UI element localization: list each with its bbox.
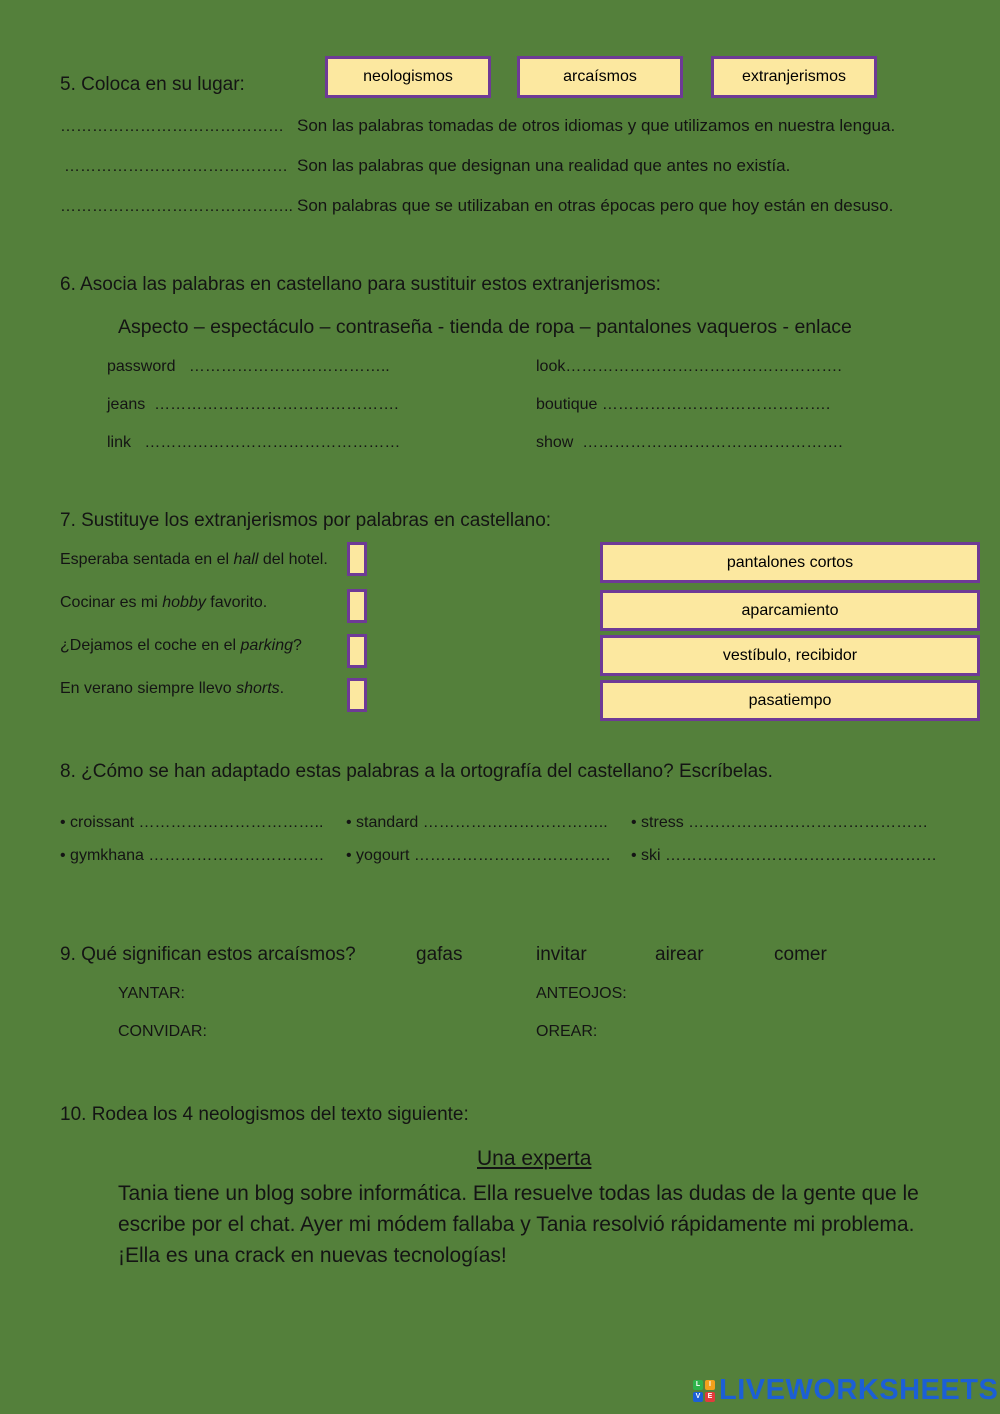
s10-text-body	[118, 1178, 958, 1271]
s9-label-anteojos: ANTEOJOS:	[536, 985, 627, 1002]
s6-label-jeans: jeans	[107, 396, 146, 413]
logo-letter-v: V	[693, 1392, 703, 1402]
s8-item-gymkhana[interactable]: • gymkhana ……………………………	[60, 847, 325, 864]
s8-item-yogourt[interactable]: • yogourt ……………………………….	[346, 847, 611, 864]
s6-item-show	[536, 434, 843, 452]
s5-blank-3[interactable]: ……………………………………..	[60, 198, 293, 215]
logo-letter-e: E	[705, 1392, 715, 1402]
s7-option-pasatiempo[interactable]: pasatiempo	[600, 680, 980, 721]
s10-text-line-1: Tania tiene un blog sobre informática. Ella resuelve todas las dudas de la gente que le	[118, 1182, 919, 1205]
s6-item-password	[107, 358, 390, 376]
s7-sentence-4-after: .	[279, 680, 285, 697]
s7-drop-box-3[interactable]	[347, 634, 367, 668]
s7-sentence-1-word: hall	[233, 551, 259, 568]
s6-label-boutique: boutique	[536, 396, 598, 413]
s7-sentence-4-word: shorts	[236, 680, 280, 697]
s10-title: 10. Rodea los 4 neologismos del texto siguiente:	[60, 1104, 469, 1125]
s8-item-standard[interactable]: • standard ……………………………..	[346, 814, 608, 831]
s5-definition-1: Son las palabras tomadas de otros idiomas y que utilizamos en nuestra lengua.	[297, 116, 896, 135]
s9-word-gafas: gafas	[416, 944, 463, 965]
s5-option-arcaismos[interactable]: arcaísmos	[517, 56, 683, 98]
s7-drop-box-4[interactable]	[347, 678, 367, 712]
s8-item-ski[interactable]: • ski ……………………………………………	[631, 847, 938, 864]
s7-option-aparcamiento[interactable]: aparcamiento	[600, 590, 980, 631]
s6-label-link: link	[107, 434, 132, 451]
s6-blank-boutique[interactable]: …………………………………….	[601, 396, 831, 413]
s6-label-look: look	[536, 358, 566, 375]
s5-title: 5. Coloca en su lugar:	[60, 74, 245, 95]
liveworksheets-logo	[693, 1374, 998, 1407]
s7-sentence-2	[60, 594, 267, 612]
s8-item-croissant[interactable]: • croissant ……………………………..	[60, 814, 324, 831]
s7-drop-box-2[interactable]	[347, 589, 367, 623]
s7-sentence-2-word: hobby	[162, 594, 206, 611]
s7-sentence-4-before: En verano siempre llevo	[60, 680, 237, 697]
s6-blank-link[interactable]: …………………………………………	[144, 434, 401, 451]
s7-sentence-4	[60, 680, 284, 698]
s7-option-vestibulo[interactable]: vestíbulo, recibidor	[600, 635, 980, 676]
s6-item-look	[536, 358, 842, 376]
s5-blank-1[interactable]: ……………………………………	[60, 118, 284, 135]
s6-label-password: password	[107, 358, 176, 375]
s9-label-orear: OREAR:	[536, 1023, 598, 1040]
s6-item-link	[107, 434, 400, 452]
s5-blank-2[interactable]: ……………………………………	[64, 158, 288, 175]
logo-squares-icon	[693, 1380, 715, 1402]
s8-title: 8. ¿Cómo se han adaptado estas palabras a la ortografía del castellano? Escríbelas.	[60, 761, 773, 782]
s9-title: 9. Qué significan estos arcaísmos?	[60, 944, 356, 965]
s5-option-extranjerismos[interactable]: extranjerismos	[711, 56, 877, 98]
s7-drop-box-1[interactable]	[347, 542, 367, 576]
s7-sentence-1-before: Esperaba sentada en el	[60, 551, 234, 568]
s9-word-comer: comer	[774, 944, 827, 965]
s8-item-stress[interactable]: • stress ………………………………………	[631, 814, 929, 831]
logo-wordmark: LIVEWORKSHEETS	[719, 1374, 999, 1406]
logo-letter-l: L	[693, 1380, 703, 1390]
s7-title: 7. Sustituye los extranjerismos por palabras en castellano:	[60, 510, 552, 531]
s5-definition-2: Son las palabras que designan una realidad que antes no existía.	[297, 156, 791, 175]
s10-text-title: Una experta	[477, 1147, 592, 1170]
s9-label-yantar: YANTAR:	[118, 985, 185, 1002]
s6-label-show: show	[536, 434, 574, 451]
s7-sentence-1-after: del hotel.	[258, 551, 328, 568]
s6-wordbank: Aspecto – espectáculo – contraseña - tienda de ropa – pantalones vaqueros - enlace	[118, 316, 852, 338]
s6-blank-show[interactable]: ………………………………………….	[582, 434, 843, 451]
s5-option-neologismos[interactable]: neologismos	[325, 56, 491, 98]
s6-blank-look[interactable]: …………………………………………….	[565, 358, 842, 375]
s7-sentence-2-after: favorito.	[205, 594, 268, 611]
s7-option-pantalones-cortos[interactable]: pantalones cortos	[600, 542, 980, 583]
s5-definition-3: Son palabras que se utilizaban en otras épocas pero que hoy están en desuso.	[297, 196, 894, 215]
s7-sentence-2-before: Cocinar es mi	[60, 594, 163, 611]
s6-blank-password[interactable]: ………………………………..	[188, 358, 390, 375]
s6-title: 6. Asocia las palabras en castellano para sustituir estos extranjerismos:	[60, 274, 661, 295]
s6-item-jeans	[107, 396, 399, 414]
s7-sentence-3-before: ¿Dejamos el coche en el	[60, 637, 241, 654]
s9-label-convidar: CONVIDAR:	[118, 1023, 207, 1040]
s9-word-airear: airear	[655, 944, 704, 965]
s7-sentence-3-word: parking	[240, 637, 294, 654]
s10-text-line-3: ¡Ella es una crack en nuevas tecnologías!	[118, 1244, 507, 1267]
s9-word-invitar: invitar	[536, 944, 587, 965]
logo-letter-i: I	[705, 1380, 715, 1390]
s10-text-line-2: escribe por el chat. Ayer mi módem fallaba y Tania resolvió rápidamente mi problema.	[118, 1213, 915, 1236]
s7-sentence-3-after: ?	[293, 637, 302, 654]
s6-item-boutique	[536, 396, 830, 414]
s7-sentence-3	[60, 637, 302, 655]
s6-blank-jeans[interactable]: ……………………………………….	[154, 396, 399, 413]
s7-sentence-1	[60, 551, 328, 569]
